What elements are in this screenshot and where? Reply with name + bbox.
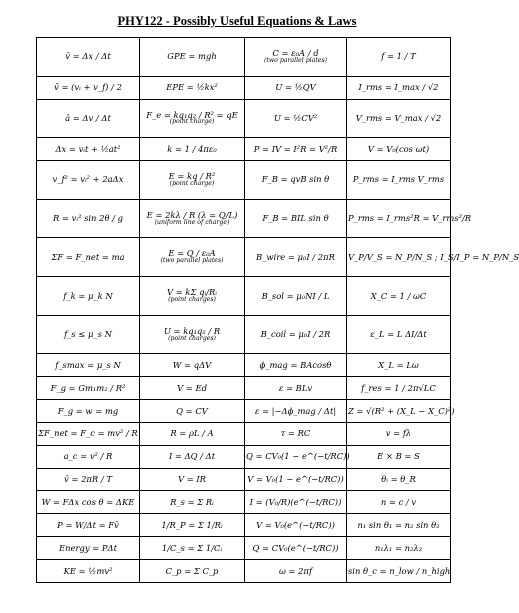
equation-cell [347,199,472,238]
equation-note: (two parallel plates) [160,257,224,265]
equation-cell [245,422,347,445]
equation-text: C_p = Σ C_p [165,565,219,576]
equation-cell [140,468,245,491]
equation-cell [37,400,140,423]
equation-cell [245,491,347,514]
equation-note: (point charge) [169,118,215,126]
equation-text: V = V₀(1 − e^(−t/RC)) [247,474,344,485]
equation-cell [140,491,245,514]
equation-text: n₁λ₁ = n₂λ₂ [374,542,423,553]
equation-text: Z = √(R² + (X_L − X_C)²) [348,405,455,416]
equation-text: ω = 2πf [278,565,313,576]
equation-note: (two parallel plates) [263,56,328,64]
equation-text: E × B = S [377,451,420,462]
equation-cell [347,238,519,277]
equation-cell [37,491,140,514]
equation-text: V_P/V_S = N_P/N_S ; I_S/I_P = N_P/N_S [348,251,519,262]
equation-cell [37,422,140,445]
equation-cell [245,445,350,468]
equation-cell [140,76,245,99]
equation-text: U = ½CV² [273,112,318,123]
equation-cell [245,38,347,77]
equation-cell [347,161,451,200]
equation-cell [140,377,245,400]
equation-text: P_rms = I_rms²R = V_rms²/R [348,213,472,224]
equation-text: P_rms = I_rms V_rms [352,174,445,185]
equation-table [36,37,519,583]
equation-cell [347,537,451,560]
equation-text: a_c = v² / R [63,451,113,462]
equation-row [37,238,451,277]
equation-text: F_B = BIL sin θ [262,213,329,224]
equation-text: 1/R_P = Σ 1/Rᵢ [161,519,223,530]
equation-cell [37,161,140,200]
equation-text: v̄ = 2πR / T [64,474,112,485]
equation-cell [140,238,245,277]
equation-text: X_C = 1 / ωC [370,290,427,301]
equation-cell [347,99,451,138]
equation-text: ϕ_mag = BAcosθ [259,359,332,370]
equation-text: ε = BLv [278,382,313,393]
equation-cell [245,76,347,99]
equation-note: (point charges) [168,295,216,303]
equation-cell [347,138,451,161]
equation-cell [37,38,140,77]
equation-cell [140,445,245,468]
equation-cell [347,38,451,77]
equation-text: V = IR [177,474,206,485]
equation-cell [347,315,451,354]
equation-text: n = c / v [380,496,417,507]
equation-row [37,161,451,200]
equation-cell [37,138,140,161]
equation-text: I = (V₀/R)(e^(−t/RC)) [249,496,342,507]
equation-row [37,354,451,377]
equation-text: R = ρL / A [170,428,214,439]
equation-cell [347,377,451,400]
equation-text: sin θ_c = n_low / n_high [348,565,451,576]
equation-row [37,559,451,582]
equation-text: Energy = PΔt [59,542,117,553]
equation-row [37,400,451,423]
equation-text: τ = RC [280,428,311,439]
equation-text: W = qΔV [172,359,212,370]
equation-text: Q = CV [176,405,208,416]
equation-cell [245,199,347,238]
equation-text: U = ½QV [275,82,316,93]
equation-text: n₁ sin θ₁ = n₂ sin θ₂ [357,519,440,530]
equation-row [37,38,451,77]
equation-text: EPE = ½kx² [166,82,218,93]
equation-cell [37,354,140,377]
equation-text: k = 1 / 4πε₀ [167,143,217,154]
equation-cell [347,514,451,537]
equation-text: v̄ = (vᵢ + v_f) / 2 [54,82,122,93]
equation-cell [37,99,140,138]
equation-text: f_k = μ_k N [63,290,113,301]
equation-text: ε_L = L ΔI/Δt [370,329,427,340]
equation-cell [347,76,451,99]
equation-text: V = V₀(e^(−t/RC)) [256,519,335,530]
equation-text: f_smax = μ_s N [55,359,121,370]
equation-text: U = kq₁q₂ / R [163,325,221,336]
equation-text: ΣF = F_net = ma [51,251,125,262]
equation-cell [245,400,347,423]
equation-cell [245,559,347,582]
equation-cell [37,76,140,99]
equation-cell [140,277,245,316]
equation-cell [37,537,140,560]
equation-cell [245,238,347,277]
equation-text: E = kq / R² [168,171,216,182]
equation-cell [245,277,347,316]
equation-row [37,491,451,514]
equation-cell [347,559,451,582]
equation-cell [245,354,347,377]
equation-row [37,537,451,560]
equation-cell [245,537,347,560]
equation-text: B_wire = μ₀I / 2πR [256,251,335,262]
equation-cell [37,315,140,354]
equation-cell [245,161,347,200]
equation-cell [140,537,245,560]
equation-cell [140,161,245,200]
equation-text: B_coil = μ₀I / 2R [260,329,331,340]
equation-text: V = Ed [177,382,207,393]
equation-text: f_res = 1 / 2π√LC [361,382,436,393]
equation-cell [245,99,347,138]
equation-text: 1/C_s = Σ 1/Cᵢ [161,542,223,553]
equation-row [37,468,451,491]
equation-cell [347,277,451,316]
equation-text: KE = ½mv² [63,565,113,576]
equation-text: B_sol = μ₀NI / L [261,290,330,301]
equation-cell [37,238,140,277]
equation-text: v = fλ [385,428,412,439]
equation-cell [347,400,455,423]
equation-row [37,99,451,138]
equation-cell [347,491,451,514]
equation-cell [245,514,347,537]
equation-row [37,277,451,316]
equation-cell [245,315,347,354]
equation-text: v_f² = vᵢ² + 2aΔx [52,174,124,185]
equation-cell [140,199,245,238]
equation-text: GPE = mgh [167,51,217,62]
equation-cell [347,468,451,491]
equation-text: E = Q / ε₀A [168,248,216,259]
equation-row [37,422,451,445]
equation-text: R = vᵢ² sin 2θ / g [53,213,123,224]
equation-text: V = V₀(cos ωt) [367,143,430,154]
equation-text: ΣF_net = F_c = mv² / R [38,428,138,439]
equation-text: C = ε₀A / d [272,48,319,59]
equation-text: f = 1 / T [381,51,416,62]
equation-cell [140,99,245,138]
equation-cell [140,400,245,423]
equation-text: V = kΣ qᵢ/Rᵢ [167,287,217,298]
equation-note: (uniform line of charge) [154,218,230,226]
equation-text: ā = Δv / Δt [65,112,111,123]
equation-text: f_s ≤ μ_s N [64,329,112,340]
equation-cell [37,445,140,468]
equation-text: v̄ = Δx / Δt [65,51,111,62]
equation-text: R_s = Σ Rᵢ [170,496,214,507]
equation-row [37,76,451,99]
equation-text: θᵢ = θ_R [381,474,416,485]
equation-row [37,377,451,400]
equation-cell [140,354,245,377]
equation-cell [37,514,140,537]
equation-note: (point charge) [169,179,215,187]
equation-text: I_rms = I_max / √2 [358,82,439,93]
equation-cell [347,354,451,377]
equation-cell [37,559,140,582]
equation-row [37,138,451,161]
equation-text: Δx = vᵢt + ½at² [55,143,121,154]
equation-text: F_B = qvB sin θ [261,174,330,185]
page-title: PHY122 - Possibly Useful Equations & Laws [117,14,357,28]
equation-cell [140,38,245,77]
equation-cell [140,422,245,445]
equation-cell [37,277,140,316]
equation-row [37,445,451,468]
equation-cell [347,422,451,445]
equation-text: P = IV = I²R = V²/R [253,143,338,154]
equation-text: Q = CV₀(1 − e^(−t/RC)) [246,451,350,462]
equation-cell [245,468,347,491]
equation-text: ε = |−Δϕ_mag / Δt| [254,405,337,416]
equation-text: E = 2kλ / R (λ = Q/L) [146,209,238,220]
equation-cell [140,514,245,537]
equation-row [37,514,451,537]
equation-text: F_g = w = mg [57,405,119,416]
equation-cell [140,138,245,161]
equation-note: (point charges) [168,334,216,342]
equation-cell [37,199,140,238]
equation-text: P = W/Δt = Fv̄ [57,519,119,530]
equation-text: W = FΔx cos θ = ΔKE [41,496,135,507]
equation-cell [37,468,140,491]
equation-cell [37,377,140,400]
equation-text: F_e = kq₁q₂ / R² = qE [146,109,238,120]
equation-text: Q = CV₀(e^(−t/RC)) [252,542,339,553]
equation-row [37,199,451,238]
equation-text: I = ΔQ / Δt [168,451,216,462]
equation-cell [347,445,451,468]
equation-text: V_rms = V_max / √2 [355,112,442,123]
equation-text: F_g = Gm₁m₂ / R² [50,382,126,393]
equation-text: X_L = Lω [378,359,419,370]
equation-cell [245,138,347,161]
equation-cell [140,559,245,582]
equation-cell [140,315,245,354]
equation-row [37,315,451,354]
equation-cell [245,377,347,400]
